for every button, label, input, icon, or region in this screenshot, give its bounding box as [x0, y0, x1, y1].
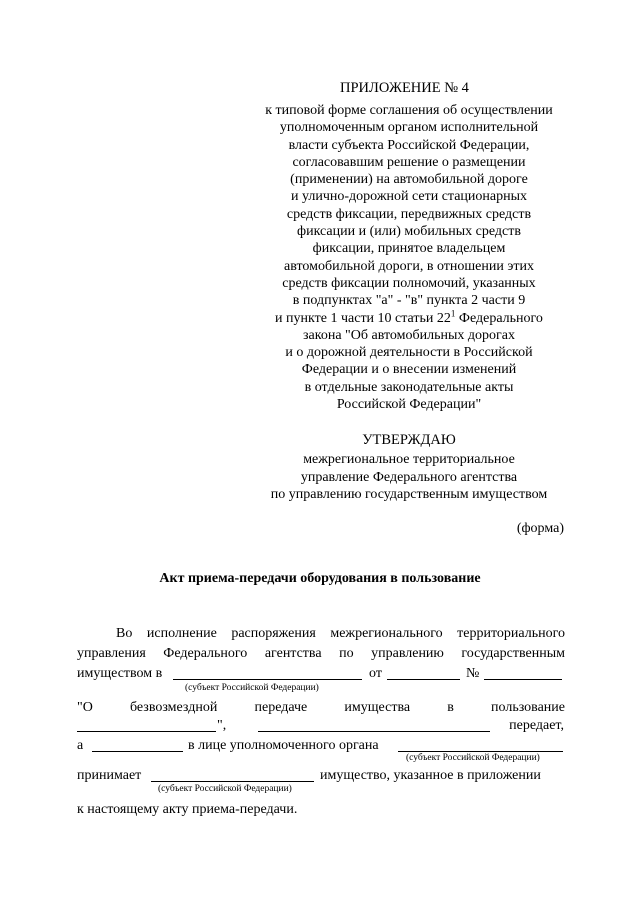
recipient-blank-field[interactable] — [92, 738, 183, 752]
body-line-5-text-a: ", — [217, 718, 227, 733]
body-line-5-text-b: передает, — [509, 718, 564, 733]
form-label: (форма) — [516, 521, 564, 536]
body-line-6-text-b: в лице уполномоченного органа — [188, 738, 379, 753]
article-text: и пункте 1 части 10 статьи 22 — [275, 310, 451, 326]
appendix-line: средств фиксации, передвижных средств — [286, 206, 532, 222]
appendix-title: ПРИЛОЖЕНИЕ № 4 — [340, 80, 469, 96]
word: государственным — [461, 646, 565, 661]
word: распоряжения — [231, 626, 316, 641]
body-line-3-text-a: имуществом в — [77, 666, 163, 681]
word: "О — [77, 700, 93, 715]
approve-title: УТВЕРЖДАЮ — [362, 432, 456, 448]
body-line-6-text-a: а — [77, 738, 84, 753]
appendix-line: уполномоченным органом исполнительной — [279, 120, 539, 136]
appendix-line: закона "Об автомобильных дорогах — [303, 327, 515, 343]
transferor-blank-field[interactable] — [258, 718, 490, 732]
appendix-line-article — [250, 307, 568, 327]
body-line-3-text-c: № — [466, 666, 480, 681]
order-name-blank-field[interactable] — [77, 718, 216, 732]
appendix-line: средств фиксации полномочий, указанных — [282, 275, 536, 291]
authorized-body-blank-field[interactable] — [398, 738, 563, 752]
appendix-line: фиксации и (или) мобильных средств — [297, 224, 521, 240]
caption-subject-2: (субъект Российской Федерации) — [406, 753, 540, 763]
appendix-line: Российской Федерации" — [336, 397, 482, 413]
appendix-line: и о дорожной деятельности в Российской — [285, 345, 533, 361]
document-title: Акт приема-передачи оборудования в пользование — [159, 571, 481, 586]
approve-line: межрегиональное территориальное — [303, 452, 515, 467]
body-line-3-text-b: от — [369, 666, 382, 681]
word: имущества — [344, 700, 411, 715]
body-line-2 — [77, 646, 565, 662]
number-blank-field[interactable] — [484, 666, 562, 680]
article-superscript: 1 — [450, 307, 456, 318]
appendix-line: (применении) на автомобильной дороге — [290, 172, 528, 188]
appendix-description — [250, 102, 568, 413]
word: пользование — [491, 700, 565, 715]
appendix-line: к типовой форме соглашения об осуществлении — [265, 103, 553, 118]
appendix-line: согласовавшим решение о размещении — [292, 154, 526, 170]
body-line-4 — [77, 700, 565, 716]
appendix-line: автомобильной дороги, в отношении этих — [284, 258, 534, 274]
article-text-tail: Федерального — [455, 310, 543, 326]
appendix-line: Федерации и о внесении изменений — [301, 362, 517, 378]
caption-subject-3: (субъект Российской Федерации) — [158, 784, 292, 794]
word: Федерального — [163, 646, 248, 661]
body-line-8: к настоящему акту приема-передачи. — [77, 802, 298, 817]
word: территориального — [457, 626, 565, 641]
word: межрегионального — [330, 626, 443, 641]
word: передаче — [254, 700, 308, 715]
word: Во — [116, 626, 133, 641]
acceptor-blank-field[interactable] — [151, 768, 314, 782]
word: управления — [77, 646, 146, 661]
appendix-line: власти субъекта Российской Федерации, — [288, 137, 530, 153]
word: управлению — [371, 646, 444, 661]
subject-blank-field[interactable] — [173, 666, 362, 680]
approve-line: по управлению государственным имуществом — [270, 487, 548, 502]
appendix-line: в отдельные законодательные акты — [304, 379, 514, 395]
appendix-line: и улично-дорожной сети стационарных — [291, 189, 527, 205]
caption-subject-1: (субъект Российской Федерации) — [185, 683, 319, 693]
word: агентства — [264, 646, 322, 661]
body-line-7-text-a: принимает — [77, 768, 142, 783]
body-line-7-text-b: имущество, указанное в приложении — [320, 768, 541, 783]
word: по — [339, 646, 354, 661]
appendix-line: в подпунктах "а" - "в" пункта 2 части 9 — [292, 293, 526, 309]
word: в — [447, 700, 454, 715]
appendix-line: фиксации, принятое владельцем — [312, 241, 506, 257]
approve-line: управление Федерального агентства — [300, 469, 518, 485]
date-blank-field[interactable] — [387, 666, 460, 680]
word: безвозмездной — [129, 700, 218, 715]
body-line-1 — [116, 626, 565, 642]
word: исполнение — [146, 626, 217, 641]
approve-description — [250, 451, 568, 504]
